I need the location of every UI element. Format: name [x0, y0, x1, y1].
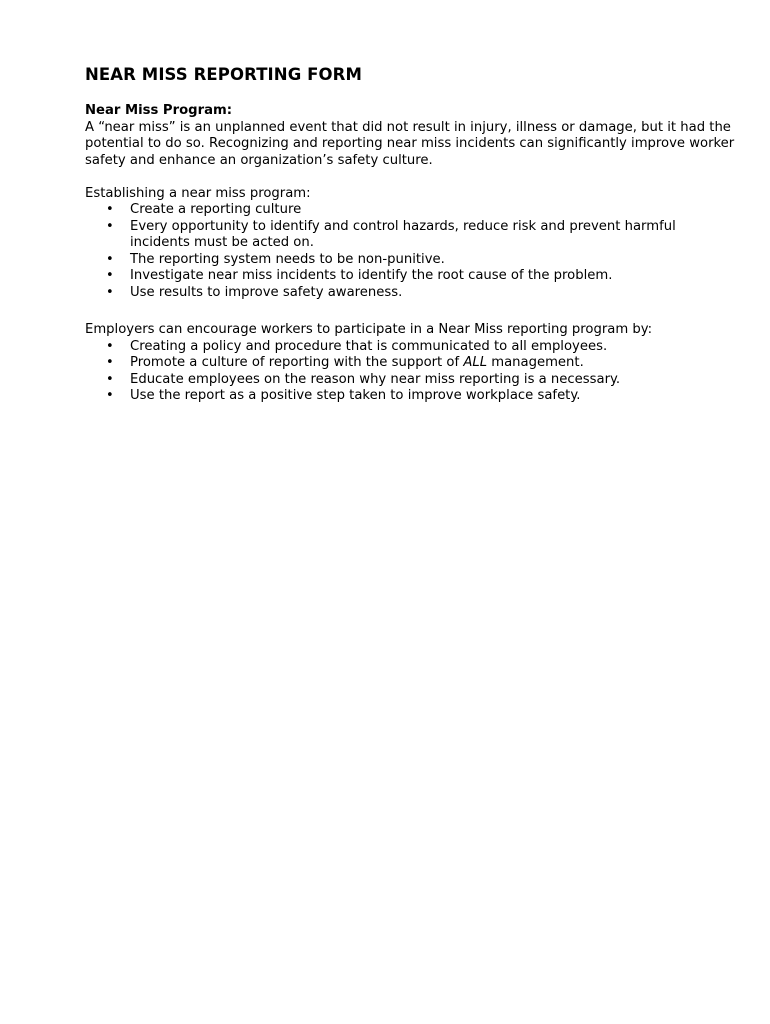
- list-item-text: Use the report as a positive step taken to improve workplace safety.: [130, 388, 581, 403]
- list-item-text: The reporting system needs to be non-punitive.: [130, 251, 445, 267]
- emphasis-all: ALL: [463, 355, 488, 370]
- encourage-intro: Employers can encourage workers to participate in a Near Miss reporting program by:: [85, 322, 653, 337]
- document-title: NEAR MISS REPORTING FORM: [85, 65, 363, 84]
- bullet-icon: •: [106, 202, 114, 217]
- bullet-icon: •: [106, 371, 114, 387]
- list-item: [85, 285, 735, 302]
- establishing-list: [85, 202, 735, 301]
- spacer: [85, 301, 735, 322]
- bullet-icon: •: [106, 388, 114, 403]
- list-item-text: [130, 355, 584, 370]
- bullet-icon: •: [106, 338, 114, 354]
- document-page: [85, 64, 735, 405]
- list-item-text-after: management.: [487, 355, 584, 370]
- list-item-text: Use results to improve safety awareness.: [130, 284, 403, 300]
- list-item: [85, 219, 735, 252]
- list-item: [85, 372, 735, 389]
- encourage-list: [85, 339, 735, 405]
- bullet-icon: •: [106, 218, 114, 234]
- list-item-text: Create a reporting culture: [130, 202, 302, 217]
- list-item: [85, 339, 735, 356]
- list-item: [85, 355, 735, 372]
- list-item-text: Educate employees on the reason why near miss reporting is a necessary.: [130, 371, 621, 387]
- list-item: [85, 252, 735, 269]
- list-item-text: Investigate near miss incidents to identify the root cause of the problem.: [130, 268, 613, 283]
- spacer: [85, 169, 735, 186]
- program-intro-paragraph: A “near miss” is an unplanned event that did not result in injury, illness or damage, but it had the potential to do so. Recognizing and reporting near miss incidents can significantly improve worker safety and enhance an organization’s safety culture.: [85, 119, 735, 168]
- bullet-icon: •: [106, 251, 114, 267]
- list-item: [85, 202, 735, 219]
- list-item-text-before: Promote a culture of reporting with the support of: [130, 355, 464, 370]
- list-item-text: Creating a policy and procedure that is communicated to all employees.: [130, 338, 608, 354]
- list-item-text: Every opportunity to identify and control hazards, reduce risk and prevent harmful incidents must be acted on.: [130, 218, 676, 250]
- establishing-intro: Establishing a near miss program:: [85, 185, 311, 201]
- program-heading: Near Miss Program:: [85, 103, 232, 118]
- bullet-icon: •: [106, 268, 114, 283]
- bullet-icon: •: [106, 355, 114, 370]
- list-item: [85, 388, 735, 405]
- bullet-icon: •: [106, 284, 114, 300]
- list-item: [85, 268, 735, 285]
